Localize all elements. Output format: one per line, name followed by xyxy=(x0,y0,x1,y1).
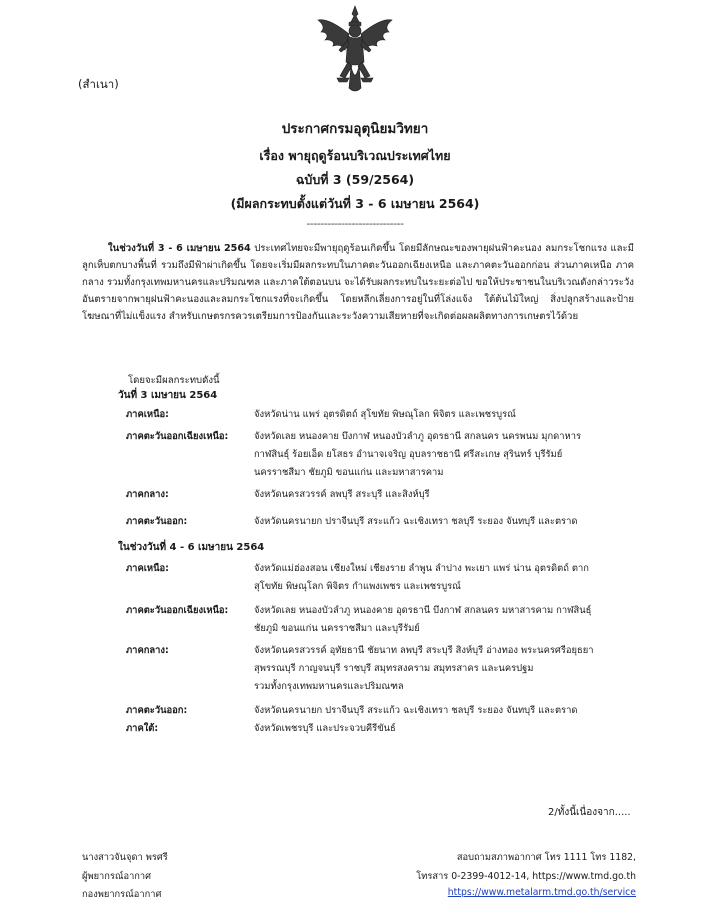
provinces-line: ชัยภูมิ ขอนแก่น นครราชสีมา และบุรีรัมย์ xyxy=(254,623,420,634)
section2-central-row xyxy=(126,642,646,698)
section1-central-row xyxy=(126,486,646,504)
impact-intro: โดยจะมีผลกระทบดังนี้ xyxy=(128,375,220,386)
section1-northeast-row xyxy=(126,428,646,484)
region-label: ภาคตะวันออกเฉียงเหนือ: xyxy=(126,605,229,616)
continued-note: 2/ทั้งนี้เนื่องจาก..... xyxy=(548,807,631,818)
signer-title: ผู้พยากรณ์อากาศ xyxy=(82,871,152,882)
provinces-line: รวมทั้งกรุงเทพมหานครและปริมณฑล xyxy=(254,681,404,692)
section1-heading: วันที่ 3 เมษายน 2564 xyxy=(118,390,218,401)
section2-east-row xyxy=(126,702,646,720)
region-label: ภาคใต้: xyxy=(126,723,159,734)
provinces-line: จังหวัดเลย หนองคาย บึงกาฬ หนองบัวลำภู อุดรธานี สกลนคร นครพนม มุกดาหาร xyxy=(254,431,581,442)
provinces-line: สุโขทัย พิษณุโลก พิจิตร กำแพงเพชร และเพชรบูรณ์ xyxy=(254,581,461,592)
region-label: ภาคตะวันออก: xyxy=(126,705,188,716)
paragraph-text: ประเทศไทยจะมีพายุฤดูร้อนเกิดขึ้น โดยมีลักษณะของพายุฝนฟ้าคะนอง ลมกระโชกแรง และมีลูกเห็บตกบางพื้นที่ รวมถึงมีฟ้าผ่าเกิดขึ้น โดยจะเริ่มมีผลกระทบในภาคตะวันออกเฉียงเหนือ และภาคตะวันออกก่อน ส่วนภาคเหนือ ภาคกลาง รวมทั้งกรุงเทพมหานครและปริมณฑล และภาคใต้ตอนบน จะได้รับผลกระทบในระยะต่อไป ขอให้ประชาชนในบริเวณดังกล่าวระวังอันตรายจากพายุฝนฟ้าคะนองและลมกระโชกแรงที่จะเกิดขึ้น โดยหลีกเลี่ยงการอยู่ในที่โล่งแจ้ง ใต้ต้นไม้ใหญ่ สิ่งปลูกสร้างและป้ายโฆษณาที่ไม่แข็งแรง สำหรับเกษตรกรควรเตรียมการป้องกันและระวังความเสียหายที่จะเกิดต่อผลผลิตทางการเกษตรไว้ด้วย xyxy=(82,243,634,323)
provinces-line: สุพรรณบุรี กาญจนบุรี ราชบุรี สมุทรสงคราม สมุทรสาคร และนครปฐม xyxy=(254,663,534,674)
region-provinces xyxy=(254,428,654,482)
section2-northeast-row xyxy=(126,602,646,640)
contact-fax-website: โทรสาร 0-2399-4012-14, https://www.tmd.go.th xyxy=(416,871,636,882)
document-issue: ฉบับที่ 3 (59/2564) xyxy=(295,172,415,187)
region-provinces: จังหวัดนครนายก ปราจีนบุรี สระแก้ว ฉะเชิงเทรา ชลบุรี ระยอง จันทบุรี และตราด xyxy=(254,516,578,527)
contact-phone: สอบถามสภาพอากาศ โทร 1111 โทร 1182, xyxy=(456,852,636,863)
region-label: ภาคเหนือ: xyxy=(126,563,169,574)
region-provinces xyxy=(254,642,654,696)
paragraph-lead: ในช่วงวันที่ 3 - 6 เมษายน 2564 xyxy=(108,243,251,254)
provinces-line: กาฬสินธุ์ ร้อยเอ็ด ยโสธร อำนาจเจริญ อุบลราชธานี ศรีสะเกษ สุรินทร์ บุรีรัมย์ xyxy=(254,449,563,460)
document-subject: เรื่อง พายุฤดูร้อนบริเวณประเทศไทย xyxy=(259,148,451,163)
region-provinces: จังหวัดนครสวรรค์ ลพบุรี สระบุรี และสิงห์บุรี xyxy=(254,489,430,500)
main-paragraph xyxy=(82,240,634,325)
region-label: ภาคกลาง: xyxy=(126,489,169,500)
service-link[interactable]: https://www.metalarm.tmd.go.th/service xyxy=(447,887,636,898)
signer-department: กองพยากรณ์อากาศ xyxy=(82,889,162,900)
garuda-emblem-icon xyxy=(315,4,395,98)
region-provinces xyxy=(254,560,654,596)
provinces-line: นครราชสีมา ชัยภูมิ ขอนแก่น และมหาสารคาม xyxy=(254,467,444,478)
region-provinces: จังหวัดนครนายก ปราจีนบุรี สระแก้ว ฉะเชิงเทรา ชลบุรี ระยอง จันทบุรี และตราด xyxy=(254,705,578,716)
region-label: ภาคตะวันออก: xyxy=(126,516,188,527)
effective-period: (มีผลกระทบตั้งแต่วันที่ 3 - 6 เมษายน 2564) xyxy=(230,196,480,211)
copy-mark: (สำเนา) xyxy=(78,77,119,91)
section2-south-row xyxy=(126,720,646,738)
region-provinces: จังหวัดน่าน แพร่ อุตรดิตถ์ สุโขทัย พิษณุโลก พิจิตร และเพชรบูรณ์ xyxy=(254,409,516,420)
provinces-line: จังหวัดแม่ฮ่องสอน เชียงใหม่ เชียงราย ลำพูน ลำปาง พะเยา แพร่ น่าน อุตรดิตถ์ ตาก xyxy=(254,563,589,574)
section2-heading: ในช่วงวันที่ 4 - 6 เมษายน 2564 xyxy=(118,542,265,553)
section1-east-row xyxy=(126,513,646,531)
divider-line: ---------------------------- xyxy=(306,217,404,230)
provinces-line: จังหวัดนครสวรรค์ อุทัยธานี ชัยนาท ลพบุรี สระบุรี สิงห์บุรี อ่างทอง พระนครศรีอยุธยา xyxy=(254,645,594,656)
document-title: ประกาศกรมอุตุนิยมวิทยา xyxy=(281,121,429,137)
section2-north-row xyxy=(126,560,646,598)
region-label: ภาคกลาง: xyxy=(126,645,169,656)
region-provinces: จังหวัดเพชรบุรี และประจวบคีรีขันธ์ xyxy=(254,723,396,734)
region-label: ภาคตะวันออกเฉียงเหนือ: xyxy=(126,431,229,442)
provinces-line: จังหวัดเลย หนองบัวลำภู หนองคาย อุดรธานี บึงกาฬ สกลนคร มหาสารคาม กาฬสินธุ์ xyxy=(254,605,592,616)
region-provinces xyxy=(254,602,654,638)
signer-name: นางสาวจันจุดา พรศรี xyxy=(82,852,168,863)
region-label: ภาคเหนือ: xyxy=(126,409,169,420)
section1-north-row xyxy=(126,406,646,424)
